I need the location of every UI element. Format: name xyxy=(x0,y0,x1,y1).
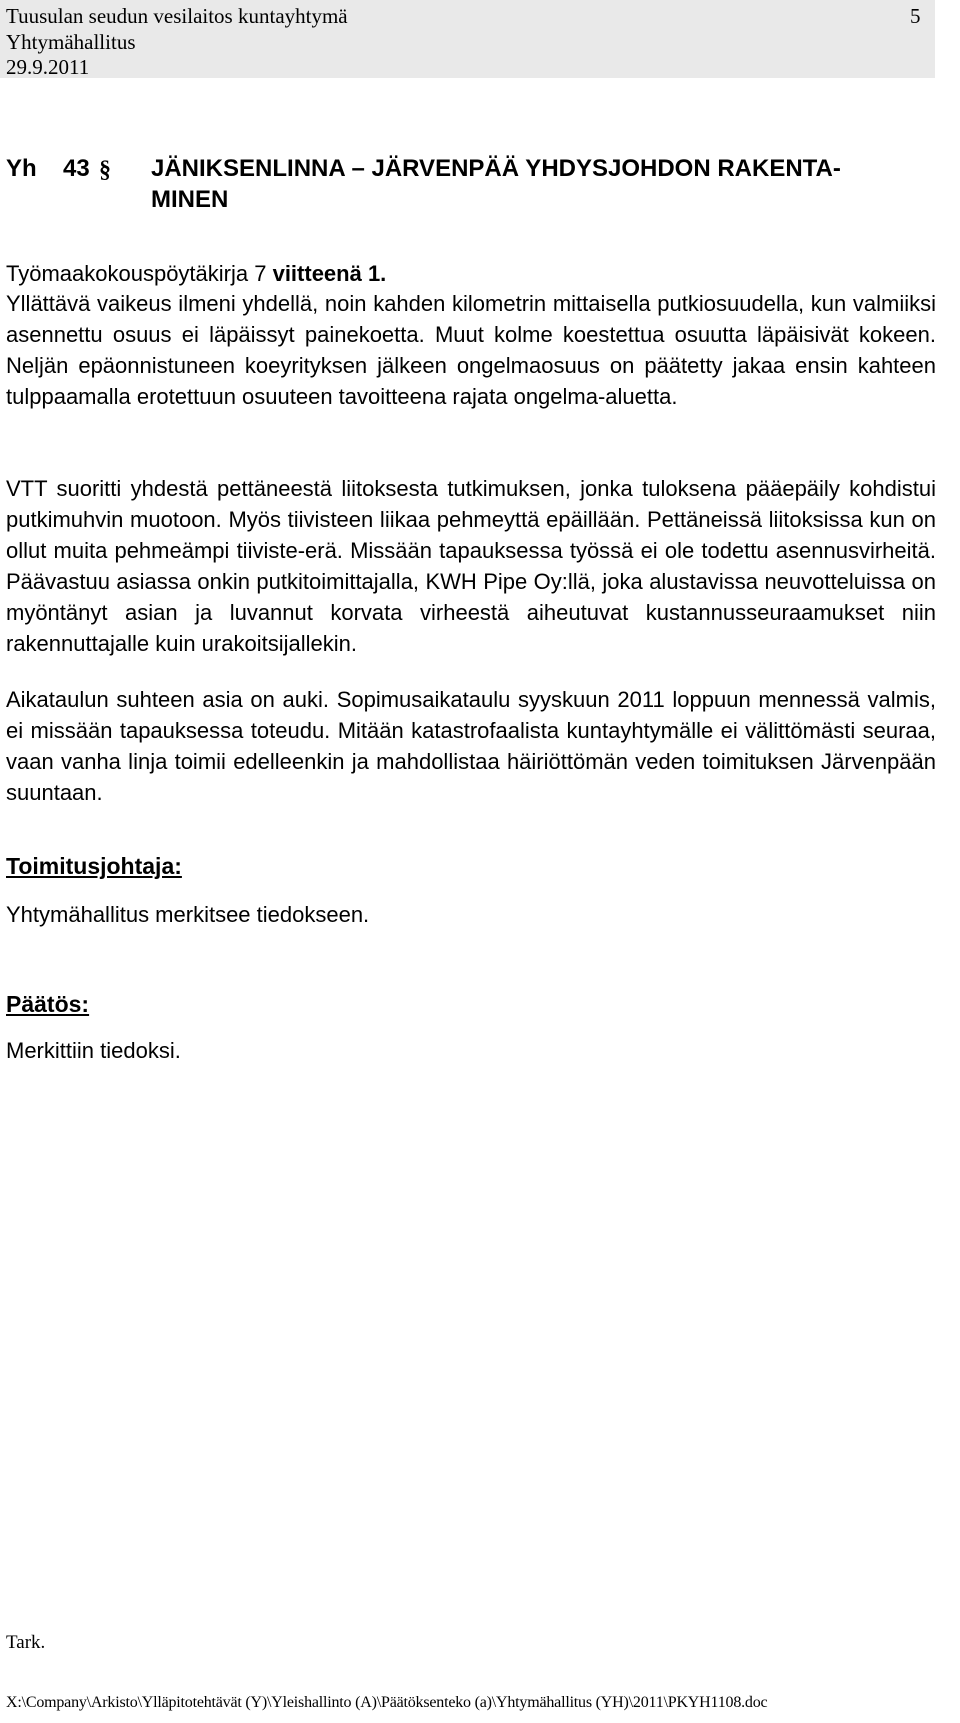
attachment-reference-bold: viitteenä 1. xyxy=(272,261,387,286)
paragraph-1-text: Yllättävä vaikeus ilmeni yhdellä, noin kahden kilometrin mittaisella putkiosuudella, kun valmiiksi asennettu osuus ei läpäissyt painekoetta. Muut kolme koestettua osuutta läpäisivät kokeen. Neljän epäonnistuneen koeyrityksen jälkeen ongelmaosuus on päätetty jakaa ensin kahteen tulppaamalla erotettuun osuuteen tavoitteena rajata ongelma-aluetta. xyxy=(6,291,936,409)
page-number: 5 xyxy=(910,4,921,28)
header-body: Yhtymähallitus xyxy=(6,30,136,54)
header-shade-row-3 xyxy=(0,52,935,78)
footer-file-path: X:\Company\Arkisto\Ylläpitotehtävät (Y)\Yleishallinto (A)\Päätöksenteko (a)\Yhtymähallitus (YH)\2011\PKYH1108.doc xyxy=(6,1694,768,1711)
header-shade-row-2 xyxy=(0,26,935,52)
header-date: 29.9.2011 xyxy=(6,55,90,79)
paragraph-2 xyxy=(6,473,936,659)
tark-label: Tark. xyxy=(6,1632,46,1653)
heading-code: Yh xyxy=(6,155,37,182)
heading-number: 43 xyxy=(63,155,90,182)
section-sign: § xyxy=(99,157,111,183)
decision-label: Päätös: xyxy=(6,991,90,1017)
heading-title: JÄNIKSENLINNA – JÄRVENPÄÄ YHDYSJOHDON RAKENTA- MINEN xyxy=(151,155,841,213)
paragraph-3 xyxy=(6,684,936,808)
paragraph-2-text: VTT suoritti yhdestä pettäneestä liitoksesta tutkimuksen, jonka tuloksena pääepäily kohdistui putkimuhvin muotoon. Myös tiivisteen liikaa pehmeyttä epäillään. Pettäneissä liitoksissa kun on ollut muita pehmeämpi tiiviste-erä. Missään tapauksessa työssä ei ole todettu asennusvirheitä. Päävastuu asiassa onkin putkitoimittajalla, KWH Pipe Oy:llä, joka alustavissa neuvotteluissa on myöntänyt asian ja luvannut korvata virheestä aiheutuvat kustannusseuraamukset niin rakennuttajalle kuin urakoitsijallekin. xyxy=(6,476,936,656)
attachment-reference xyxy=(6,258,936,289)
paragraph-3-text: Aikataulun suhteen asia on auki. Sopimusaikataulu syyskuun 2011 loppuun mennessä valmis, ei missään tapauksessa toteudu. Mitään katastrofaalista kuntayhtymälle ei välittömästi seuraa, vaan vanha linja toimii edelleenkin ja mahdollistaa häiriöttömän veden toimituksen Järvenpään suuntaan. xyxy=(6,687,936,805)
paragraph-1 xyxy=(6,288,936,412)
attachment-reference-text: Työmaakokouspöytäkirja 7 xyxy=(6,261,273,286)
decision-text: Merkittiin tiedoksi. xyxy=(6,1038,181,1063)
header-organization: Tuusulan seudun vesilaitos kuntayhtymä xyxy=(6,4,348,28)
proposal-text: Yhtymähallitus merkitsee tiedokseen. xyxy=(6,902,370,927)
proposal-label: Toimitusjohtaja: xyxy=(6,853,182,879)
